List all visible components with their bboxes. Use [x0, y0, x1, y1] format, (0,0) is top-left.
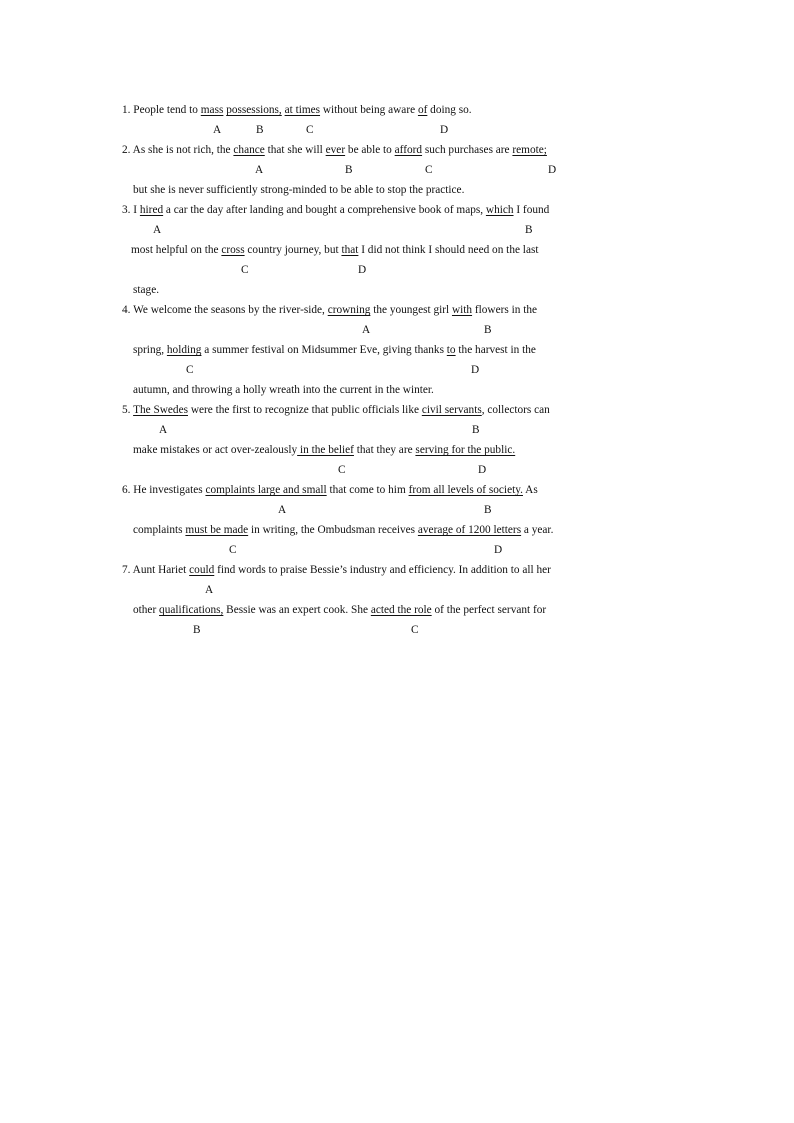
sentence-text: I did not think I should need on the last: [358, 244, 539, 256]
question-1-option-a-marker: A: [213, 124, 222, 136]
sentence-text: complaints: [133, 524, 186, 536]
sentence-text: other: [133, 604, 160, 616]
question-5-line-2: [133, 443, 515, 457]
question-4-option-a-marker: A: [362, 324, 371, 336]
question-5-line-1: [122, 403, 550, 417]
underlined-phrase: mass: [200, 104, 224, 116]
underlined-phrase: that: [341, 244, 359, 256]
underlined-phrase: ever: [325, 144, 346, 156]
sentence-text: be able to: [345, 144, 395, 156]
sentence-text: doing so.: [427, 104, 472, 116]
underlined-phrase: chance: [233, 144, 265, 156]
sentence-text: As: [522, 484, 538, 496]
sentence-text: make mistakes or act over-zealously: [133, 444, 298, 456]
question-7-option-c-marker: C: [411, 624, 419, 636]
question-3-option-a-marker: A: [153, 224, 162, 236]
question-2-option-c-marker: C: [425, 164, 433, 176]
underlined-phrase: qualifications,: [159, 604, 224, 616]
sentence-text: autumn, and throwing a holly wreath into the current in the winter.: [133, 384, 434, 396]
sentence-text: but she is never sufficiently strong-minded to be able to stop the practice.: [133, 184, 465, 196]
underlined-phrase: holding: [166, 344, 202, 356]
sentence-text: without being aware: [320, 104, 418, 116]
underlined-phrase: crowning: [327, 304, 371, 316]
sentence-text: most helpful on the: [131, 244, 222, 256]
sentence-text: country journey, but: [244, 244, 342, 256]
sentence-text: 6. He investigates: [122, 484, 206, 496]
question-3-option-d-marker: D: [358, 264, 367, 276]
question-4-option-d-marker: D: [471, 364, 480, 376]
question-1-option-b-marker: B: [256, 124, 264, 136]
question-5-option-a-marker: A: [159, 424, 168, 436]
question-2-option-d-marker: D: [548, 164, 557, 176]
sentence-text: that come to him: [326, 484, 409, 496]
question-6-line-1: [122, 483, 538, 497]
underlined-phrase: possessions,: [226, 104, 282, 116]
question-2-line-1: [122, 143, 547, 157]
underlined-phrase: from all levels of society.: [408, 484, 523, 496]
sentence-text: in writing, the Ombudsman receives: [248, 524, 418, 536]
sentence-text: the harvest in the: [455, 344, 536, 356]
sentence-text: a year.: [521, 524, 554, 536]
question-3-option-c-marker: C: [241, 264, 249, 276]
question-4-option-c-marker: C: [186, 364, 194, 376]
question-6-option-c-marker: C: [229, 544, 237, 556]
question-3-line-3: [133, 283, 159, 297]
sentence-text: such purchases are: [422, 144, 513, 156]
question-5-option-c-marker: C: [338, 464, 346, 476]
sentence-text: 5.: [122, 404, 134, 416]
underlined-phrase: could: [189, 564, 215, 576]
sentence-text: , collectors can: [481, 404, 550, 416]
underlined-phrase: remote;: [512, 144, 547, 156]
underlined-phrase: at times: [284, 104, 321, 116]
question-2-line-2: [133, 183, 464, 197]
question-6-option-a-marker: A: [278, 504, 287, 516]
sentence-text: Bessie was an expert cook. She: [223, 604, 371, 616]
question-4-line-2: [133, 343, 536, 357]
question-5-option-d-marker: D: [478, 464, 487, 476]
question-7-line-2: [133, 603, 546, 617]
underlined-phrase: to: [446, 344, 456, 356]
question-7-option-b-marker: B: [193, 624, 201, 636]
sentence-text: a summer festival on Midsummer Eve, giving thanks: [201, 344, 447, 356]
sentence-text: I found: [513, 204, 550, 216]
sentence-text: of the perfect servant for: [431, 604, 547, 616]
question-3-line-1: [122, 203, 549, 217]
question-6-option-b-marker: B: [484, 504, 492, 516]
underlined-phrase: average of 1200 letters: [417, 524, 522, 536]
underlined-phrase: afford: [394, 144, 423, 156]
sentence-text: 1. People tend to: [122, 104, 201, 116]
sentence-text: flowers in the: [472, 304, 538, 316]
question-1-option-c-marker: C: [306, 124, 314, 136]
question-3-option-b-marker: B: [525, 224, 533, 236]
underlined-phrase: in the belief: [297, 444, 354, 456]
question-6-option-d-marker: D: [494, 544, 503, 556]
question-4-option-b-marker: B: [484, 324, 492, 336]
underlined-phrase: of: [417, 104, 428, 116]
sentence-text: stage.: [133, 284, 160, 296]
question-5-option-b-marker: B: [472, 424, 480, 436]
sentence-text: that she will: [264, 144, 326, 156]
sentence-text: the youngest girl: [370, 304, 452, 316]
sentence-text: 3. I: [122, 204, 140, 216]
underlined-phrase: hired: [139, 204, 164, 216]
question-6-line-2: [133, 523, 553, 537]
sentence-text: 7. Aunt Hariet: [122, 564, 190, 576]
underlined-phrase: must be made: [185, 524, 249, 536]
underlined-phrase: cross: [221, 244, 245, 256]
sentence-text: spring,: [133, 344, 167, 356]
sentence-text: a car the day after landing and bought a comprehensive book of maps,: [163, 204, 486, 216]
underlined-phrase: acted the role: [370, 604, 432, 616]
question-2-option-b-marker: B: [345, 164, 353, 176]
underlined-phrase: serving for the public.: [415, 444, 516, 456]
question-7-line-1: [122, 563, 551, 577]
question-7-option-a-marker: A: [205, 584, 214, 596]
question-4-line-1: [122, 303, 537, 317]
question-1-line-1: [122, 103, 472, 117]
question-3-line-2: [131, 243, 539, 257]
question-1-option-d-marker: D: [440, 124, 449, 136]
underlined-phrase: complaints large and small: [205, 484, 327, 496]
underlined-phrase: civil servants: [421, 404, 482, 416]
question-2-option-a-marker: A: [255, 164, 264, 176]
sentence-text: were the first to recognize that public officials like: [188, 404, 422, 416]
underlined-phrase: with: [451, 304, 473, 316]
sentence-text: that they are: [353, 444, 416, 456]
sentence-text: find words to praise Bessie’s industry and efficiency. In addition to all her: [214, 564, 551, 576]
underlined-phrase: which: [485, 204, 514, 216]
question-4-line-3: [133, 383, 434, 397]
sentence-text: 4. We welcome the seasons by the river-side,: [122, 304, 328, 316]
sentence-text: 2. As she is not rich, the: [122, 144, 234, 156]
underlined-phrase: The Swedes: [133, 404, 188, 416]
